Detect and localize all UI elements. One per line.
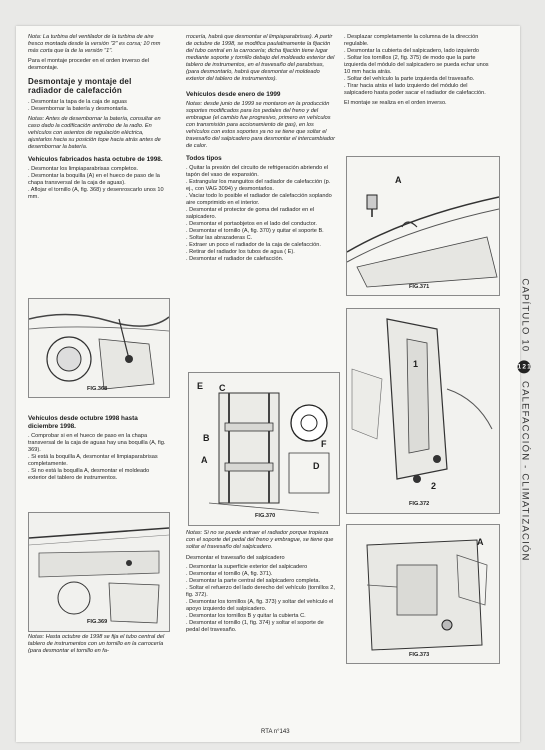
subsection-title: Vehículos fabricados hasta octubre de 1998. (28, 156, 163, 163)
crossbar-title: Desmontar el travesaño del salpicadero (186, 555, 285, 561)
step: . Soltar del vehículo la parte izquierda del travesaño. (344, 76, 475, 82)
step: . Desmontar la tapa de la caja de aguas (28, 99, 127, 105)
page-number-badge: 121 (518, 360, 531, 373)
figure-371-label: FIG.371 (409, 284, 430, 290)
top-note: rrocería, habrá que desmontar el limpiaparabrisas). A partir de octubre de 1998, se modifica paulatinamente la fijación del tubo central en la carrocería; dicha fijación tiene lugar mediante soporte y tornillo debajo del moldeado exterior del tablero de instrumentos, en el travesaño del parabrisas, (para desmontarlo, habrá que desmontar el moldeado exterior del tablero de instrumentos). (186, 34, 335, 82)
step: . Desmontar los limpiaparabrisas completos. (28, 166, 139, 172)
step: . Tirar hacia atrás el lado izquierdo del módulo del salpicadero hasta poder sacar el radiador de calefacción. (344, 83, 486, 96)
step: . Desmontar la cubierta del salpicadero, lado izquierdo (344, 48, 479, 54)
section-title: Desmontaje y montaje del radiador de calefacción (28, 77, 132, 95)
step: . Si no está la boquilla A, desmontar el moldeado exterior del tablero de instrumentos. (28, 468, 150, 481)
figure-372 (346, 308, 500, 514)
callout-1: 1 (413, 359, 419, 369)
subsection-title: Vehículos desde octubre 1998 hasta diciembre 1998. (28, 415, 138, 430)
figure-368 (28, 298, 170, 398)
figure-372-label: FIG.372 (409, 501, 430, 507)
step: . Estrangular los manguitos del radiador de calefacción (p. ej., con VAG 3094) y desmontarlos. (186, 179, 331, 192)
step: . Aflojar el tornillo (A, fig. 368) y desenroscarlo unos 10 mm. (28, 187, 164, 200)
step: . Soltar los tornillos (2, fig. 375) de modo que la parte izquierda del módulo del salpicadero se pueda echar unos 10 mm hacia atrás. (344, 55, 489, 75)
step: . Desmontar la boquilla (A) en el hueco de paso de la chapa transversal de la caja de aguas). (28, 173, 160, 186)
step: . Vaciar todo lo posible el radiador de calefacción soplando aire comprimido en el interior. (186, 193, 332, 206)
column-1-bottom (28, 634, 166, 658)
step: . Desplazar completamente la columna de la dirección regulable. (344, 34, 479, 47)
figure-373-label: FIG.373 (409, 652, 430, 658)
column-2-lower (186, 530, 336, 637)
radiator-note: Notas: Si no se puede extraer el radiador porque tropieza con el soporte del pedal del freno y embrague, se tiene que soltar el travesaño del salpicadero. (186, 530, 334, 550)
step: . Desmontar el radiador de calefacción. (186, 256, 284, 262)
step: . Desmontar los tornillos (A, fig. 373) y soltar del vehículo el apoyo izquierdo del salpicadero. (186, 599, 334, 612)
callout-a: A (477, 537, 484, 547)
pedal-note: Notas: desde junio de 1999 se montaron en la producción soportes modificados para los pedales del freno y del embrague (el cambio fue progresivo, primero en vehículos con transmisión para accionamiento de gas), en los vehículos con estos soportes ya no se tiene que soltar el travesaño del salpicadero para desmontar el intercambiador de calor. (186, 101, 335, 149)
callout-c: C (219, 383, 226, 393)
intro-paragraph: Para el montaje proceder en el orden inverso del desmontaje. (28, 58, 149, 71)
callout-b: B (203, 433, 210, 443)
figure-369 (28, 512, 170, 632)
callout-f: F (321, 439, 327, 449)
step: . Desmontar el protector de goma del radiador en el salpicadero. (186, 207, 315, 220)
step: . Quitar la presión del circuito de refrigeración abriendo el tapón del vaso de expansión. (186, 165, 329, 178)
subsection-title: Vehículos desde enero de 1999 (186, 91, 281, 98)
step: . Desmontar la superficie exterior del salpicadero (186, 564, 308, 570)
bottom-note: Notas: Hasta octubre de 1998 se fija el tubo central del tablero de instrumentos con un tornillo en la carrocería (para desmontar el tornillo en fa- (28, 634, 165, 654)
figure-369-drawing (29, 513, 169, 631)
column-2 (186, 34, 336, 266)
step: . Desmontar los tornillos B y quitar la cubierta C. (186, 613, 306, 619)
callout-2: 2 (431, 481, 437, 491)
figure-372-drawing (347, 309, 499, 513)
figure-368-drawing (29, 299, 169, 397)
step: . Desmontar el tornillo (A, fig. 371). (186, 571, 273, 577)
step: . Desmontar el portaobjetos en el lado del conductor. (186, 221, 317, 227)
chapter-label: CAPÍTULO 10 (519, 278, 531, 353)
step: . Soltar el refuerzo del lado derecho del vehículo (tornillos 2, fig. 372). (186, 585, 335, 598)
manual-page (16, 26, 520, 742)
chapter-topic: CALEFACCIÓN - CLIMATIZACIÓN (519, 381, 531, 562)
figure-369-label: FIG.369 (87, 619, 108, 625)
callout-a: A (201, 455, 208, 465)
step: . Desmontar el tornillo (1, fig. 374) y soltar el soporte de pedal del travesaño. (186, 620, 324, 633)
page-footer: RTA n°143 (261, 729, 290, 735)
figure-371 (346, 156, 500, 296)
step: . Desmontar la parte central del salpicadero completa. (186, 578, 321, 584)
callout-e: E (197, 381, 204, 391)
step: . Retirar del radiador los tubos de agua ( E). (186, 249, 295, 255)
step: . Si está la boquilla A, desmontar el limpiaparabrisas completamente. (28, 454, 158, 467)
figure-373 (346, 524, 500, 664)
column-1 (28, 34, 166, 204)
chapter-side-band (512, 270, 542, 570)
subsection-title: Todos tipos (186, 155, 222, 162)
step: . Soltar las abrazaderas C. (186, 235, 253, 241)
figure-370-label: FIG.370 (255, 513, 276, 519)
column-3 (344, 34, 489, 110)
step: . Desembornar la batería y desmontarla. (28, 106, 129, 112)
figure-370-drawing (189, 373, 339, 525)
column-1-lower (28, 410, 166, 485)
figure-371-drawing (347, 157, 499, 295)
step: . Desmontar el tornillo (A, fig. 370) y quitar el soporte B. (186, 228, 324, 234)
step: . Comprobar si en el hueco de paso en la chapa transversal de la caja de aguas hay una boquilla (A, fig. 369). (28, 433, 166, 453)
callout-d: D (313, 461, 320, 471)
battery-note: Notas: Antes de desembornar la batería, consultar en caso dado la codificación antirrobo de la radio. En vehículos con asientos de regulación eléctrica, ajustarlos hacia su posición tope hacia atrás antes de desembornar la batería. (28, 116, 161, 150)
chapter-side-text (518, 278, 531, 561)
closing-text: El montaje se realiza en el orden inverso. (344, 100, 447, 106)
figure-370 (188, 372, 340, 526)
figure-368-label: FIG.368 (87, 386, 108, 392)
callout-a: A (395, 175, 402, 185)
step: . Extraer un poco el radiador de la caja de calefacción. (186, 242, 321, 248)
intro-note: Nota: La turbina del ventilador de la turbina de aire fresco montada desde la versión "2" es corsa; 10 mm más corta que la de la versión "1". (28, 34, 161, 54)
